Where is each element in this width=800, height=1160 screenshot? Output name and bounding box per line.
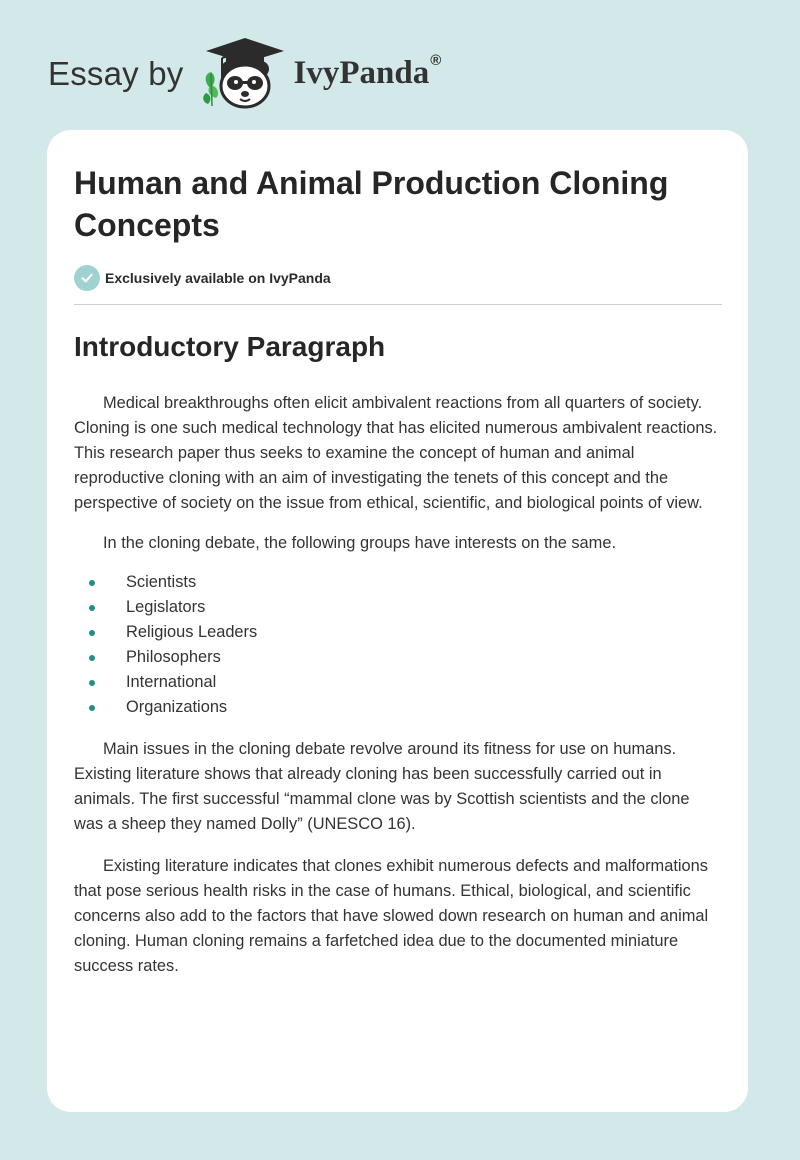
paragraph: Medical breakthroughs often elicit ambivalent reactions from all quarters of society. Cloning is one such medical technology that has elicited numerous ambivalent reactions. This research paper thus seeks to examine the concept of human and animal reproductive cloning with an aim of investigating the tenets of this concept and the perspective of society on the issue from ethical, scientific, and biological points of view.	[74, 394, 718, 512]
list-item: Religious Leaders	[74, 620, 722, 645]
section-heading: Introductory Paragraph	[74, 331, 386, 362]
divider	[74, 304, 722, 305]
brand-name: IvyPanda®	[293, 51, 442, 91]
essay-by-label: Essay by	[48, 54, 184, 92]
essay-title: Human and Animal Production Cloning Concepts	[74, 165, 669, 243]
panda-graduate-icon	[198, 36, 292, 110]
exclusive-badge	[74, 264, 722, 292]
essay-card	[47, 130, 748, 1112]
list-item: Philosophers	[74, 645, 722, 670]
interest-groups-list	[74, 570, 722, 720]
site-header	[48, 36, 441, 110]
list-item: Scientists	[74, 570, 722, 595]
paragraph: Existing literature indicates that clones exhibit numerous defects and malformations that pose serious health risks in the case of humans. Ethical, biological, and scientific concerns also add to the factors that have slowed down research on human and animal cloning. Human cloning remains a farfetched idea due to the documented miniature success rates.	[74, 857, 709, 975]
list-item: Organizations	[74, 695, 722, 720]
checkmark-icon	[74, 265, 100, 291]
list-item: Legislators	[74, 595, 722, 620]
paragraph: In the cloning debate, the following groups have interests on the same.	[103, 534, 616, 552]
list-item: International	[74, 670, 722, 695]
registered-mark: ®	[430, 51, 442, 69]
paragraph: Main issues in the cloning debate revolve around its fitness for use on humans. Existing literature shows that already cloning has been successfully carried out in animals. The first successful “mammal clone was by Scottish scientists and the clone was a sheep they named Dolly” (UNESCO 16).	[74, 740, 690, 833]
exclusive-label: Exclusively available on IvyPanda	[105, 270, 331, 286]
